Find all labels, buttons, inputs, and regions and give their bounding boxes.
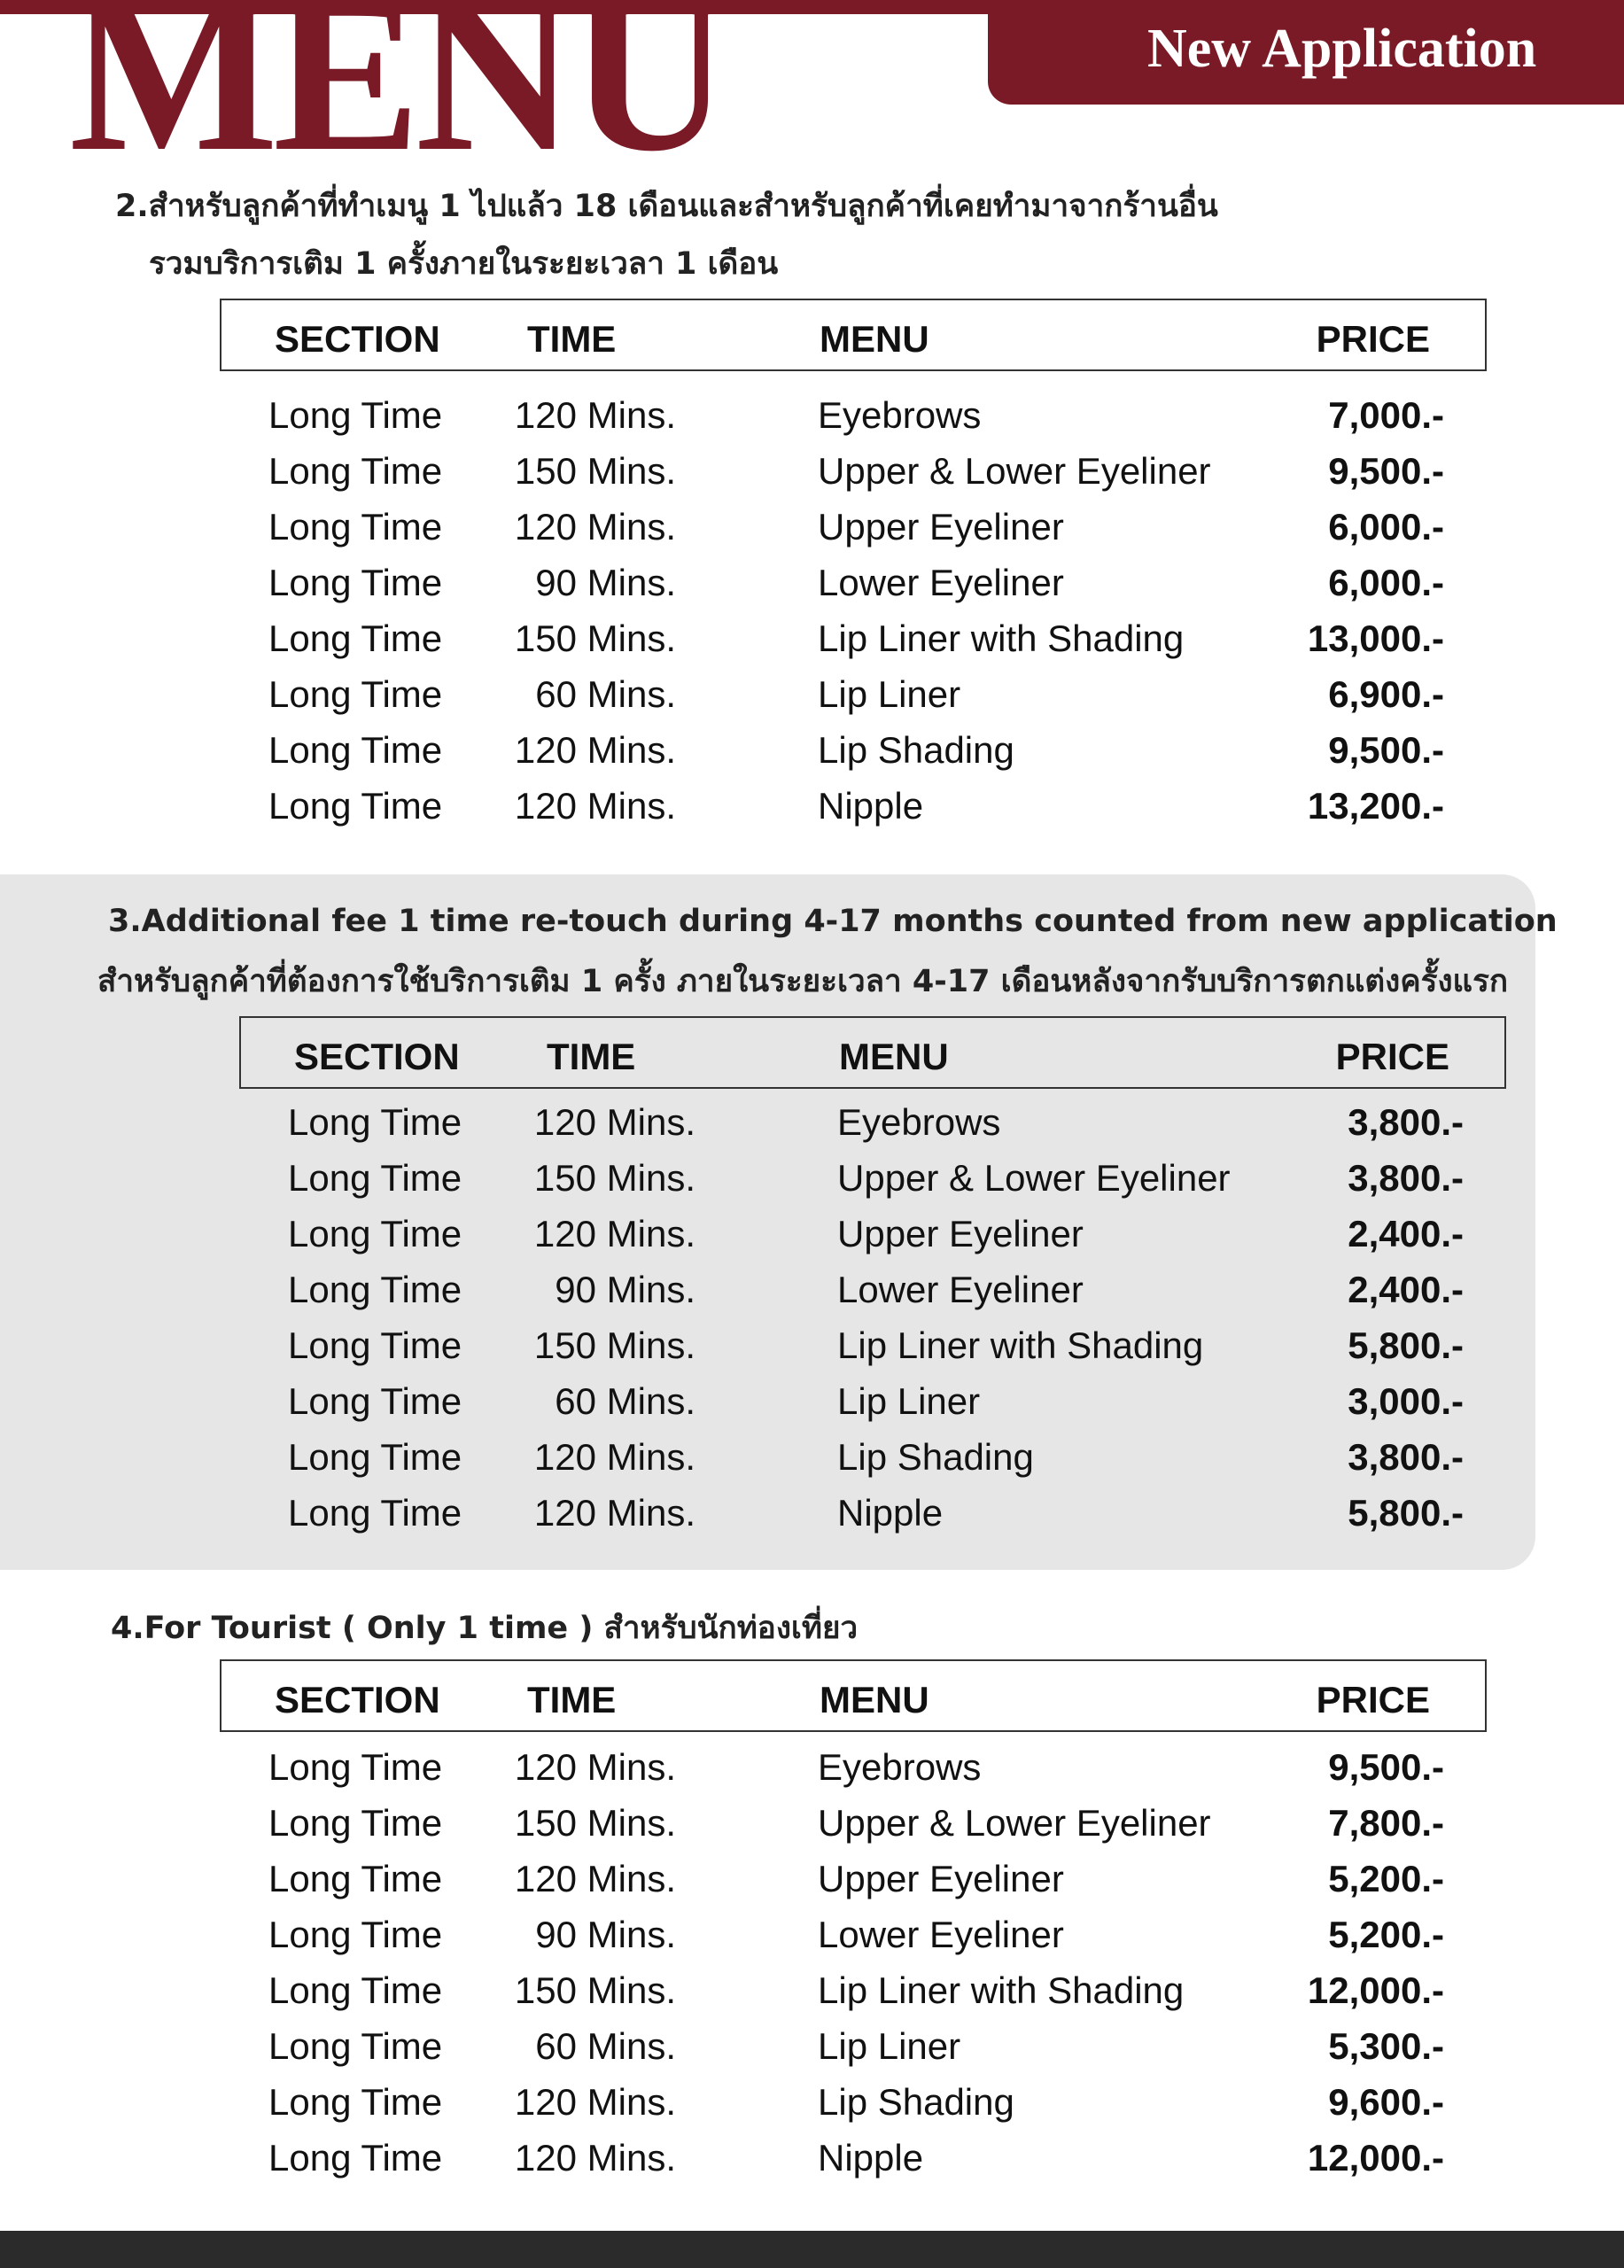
table-row <box>239 1101 1506 1157</box>
cell-menu: Lower Eyeliner <box>818 562 1064 603</box>
cell-time: 120 Mins. <box>514 1858 676 1899</box>
table-row <box>239 1157 1506 1213</box>
cell-menu: Upper & Lower Eyeliner <box>818 1802 1211 1844</box>
cell-time: 120 Mins. <box>514 2081 676 2123</box>
cell-time: 150 Mins. <box>533 1157 695 1199</box>
table-header <box>220 1659 1487 1732</box>
table-row <box>239 1269 1506 1324</box>
cell-menu: Lower Eyeliner <box>837 1269 1084 1310</box>
cell-price: 13,200.- <box>1307 785 1444 827</box>
table-header <box>239 1016 1506 1089</box>
cell-price: 12,000.- <box>1307 2137 1444 2179</box>
cell-price: 5,800.- <box>1348 1492 1464 1534</box>
cell-menu: Eyebrows <box>818 1746 982 1788</box>
table-row <box>220 1746 1487 1802</box>
table-row <box>220 394 1487 450</box>
column-header-time: TIME <box>547 1036 636 1077</box>
footer-bar <box>0 2231 1624 2268</box>
table-header <box>220 299 1487 371</box>
cell-section: Long Time <box>268 617 443 659</box>
section2-heading-line2: รวมบริการเติม 1 ครั้งภายในระยะเวลา 1 เดือน <box>149 246 779 282</box>
table-row <box>220 1969 1487 2025</box>
section4-price-table <box>220 1659 1487 2193</box>
cell-price: 3,000.- <box>1348 1380 1464 1422</box>
cell-price: 2,400.- <box>1348 1269 1464 1310</box>
cell-time: 60 Mins. <box>555 1380 695 1422</box>
cell-time: 150 Mins. <box>514 450 676 492</box>
table-row <box>220 617 1487 673</box>
cell-time: 60 Mins. <box>535 2025 676 2067</box>
cell-section: Long Time <box>268 450 443 492</box>
table-row <box>220 729 1487 785</box>
table-row <box>239 1380 1506 1436</box>
cell-menu: Upper & Lower Eyeliner <box>837 1157 1231 1199</box>
column-header-price: PRICE <box>1316 1679 1430 1720</box>
cell-section: Long Time <box>288 1492 462 1534</box>
cell-menu: Upper Eyeliner <box>818 506 1064 548</box>
table-row <box>220 506 1487 562</box>
cell-price: 9,500.- <box>1328 729 1444 771</box>
column-header-time: TIME <box>527 1679 617 1720</box>
cell-menu: Eyebrows <box>818 394 982 436</box>
table-row <box>220 1802 1487 1858</box>
cell-section: Long Time <box>288 1380 462 1422</box>
cell-time: 120 Mins. <box>514 785 676 827</box>
cell-section: Long Time <box>288 1157 462 1199</box>
cell-time: 120 Mins. <box>514 729 676 771</box>
table-row <box>239 1436 1506 1492</box>
cell-section: Long Time <box>288 1324 462 1366</box>
table-row <box>220 673 1487 729</box>
cell-section: Long Time <box>268 1969 443 2011</box>
cell-price: 7,000.- <box>1328 394 1444 436</box>
cell-time: 150 Mins. <box>514 1969 676 2011</box>
section3-heading-line2: สำหรับลูกค้าที่ต้องการใช้บริการเติม 1 ครั้ง ภายในระยะเวลา 4-17 เดือนหลังจากรับบริการตกแต่งครั้งแรก <box>97 964 1509 999</box>
cell-time: 120 Mins. <box>514 506 676 548</box>
column-header-section: SECTION <box>294 1036 460 1077</box>
cell-section: Long Time <box>268 562 443 603</box>
cell-price: 7,800.- <box>1328 1802 1444 1844</box>
column-header-time: TIME <box>527 318 617 360</box>
cell-section: Long Time <box>268 785 443 827</box>
cell-menu: Upper Eyeliner <box>818 1858 1064 1899</box>
column-header-section: SECTION <box>275 318 440 360</box>
cell-time: 120 Mins. <box>533 1213 695 1254</box>
section2-price-table <box>220 299 1487 841</box>
section3-price-table <box>239 1016 1506 1548</box>
cell-time: 150 Mins. <box>514 617 676 659</box>
cell-section: Long Time <box>268 1914 443 1955</box>
cell-menu: Lip Liner with Shading <box>818 1969 1185 2011</box>
cell-time: 120 Mins. <box>533 1436 695 1478</box>
cell-price: 3,800.- <box>1348 1101 1464 1143</box>
cell-menu: Upper & Lower Eyeliner <box>818 450 1211 492</box>
new-application-badge <box>988 0 1624 105</box>
cell-menu: Lip Shading <box>818 729 1014 771</box>
cell-section: Long Time <box>268 2137 443 2179</box>
cell-price: 3,800.- <box>1348 1436 1464 1478</box>
cell-menu: Eyebrows <box>837 1101 1001 1143</box>
cell-section: Long Time <box>268 729 443 771</box>
table-body <box>239 1101 1506 1548</box>
cell-section: Long Time <box>288 1101 462 1143</box>
cell-menu: Lip Liner <box>818 673 961 715</box>
cell-time: 90 Mins. <box>555 1269 695 1310</box>
column-header-menu: MENU <box>820 318 929 360</box>
cell-time: 90 Mins. <box>535 562 676 603</box>
table-row <box>220 562 1487 617</box>
cell-price: 3,800.- <box>1348 1157 1464 1199</box>
cell-time: 120 Mins. <box>533 1101 695 1143</box>
cell-time: 150 Mins. <box>514 1802 676 1844</box>
table-row <box>220 2025 1487 2081</box>
cell-menu: Upper Eyeliner <box>837 1213 1084 1254</box>
cell-section: Long Time <box>288 1213 462 1254</box>
cell-price: 6,000.- <box>1328 506 1444 548</box>
cell-price: 13,000.- <box>1307 617 1444 659</box>
cell-menu: Lip Liner <box>837 1380 981 1422</box>
cell-menu: Nipple <box>818 785 924 827</box>
cell-section: Long Time <box>288 1269 462 1310</box>
cell-price: 5,800.- <box>1348 1324 1464 1366</box>
cell-price: 9,500.- <box>1328 1746 1444 1788</box>
table-row <box>220 1914 1487 1969</box>
cell-section: Long Time <box>268 394 443 436</box>
cell-time: 120 Mins. <box>514 2137 676 2179</box>
cell-menu: Lower Eyeliner <box>818 1914 1064 1955</box>
table-row <box>220 2081 1487 2137</box>
cell-price: 6,900.- <box>1328 673 1444 715</box>
badge-label: New Application <box>1147 19 1537 79</box>
cell-menu: Lip Liner <box>818 2025 961 2067</box>
cell-section: Long Time <box>288 1436 462 1478</box>
cell-time: 60 Mins. <box>535 673 676 715</box>
cell-price: 9,500.- <box>1328 450 1444 492</box>
cell-time: 120 Mins. <box>533 1492 695 1534</box>
cell-price: 12,000.- <box>1307 1969 1444 2011</box>
cell-section: Long Time <box>268 1858 443 1899</box>
cell-menu: Lip Shading <box>818 2081 1014 2123</box>
cell-section: Long Time <box>268 1746 443 1788</box>
cell-menu: Lip Liner with Shading <box>818 617 1185 659</box>
cell-price: 5,200.- <box>1328 1914 1444 1955</box>
cell-menu: Nipple <box>818 2137 924 2179</box>
cell-price: 6,000.- <box>1328 562 1444 603</box>
table-row <box>239 1213 1506 1269</box>
table-row <box>220 450 1487 506</box>
cell-price: 9,600.- <box>1328 2081 1444 2123</box>
table-body <box>220 394 1487 841</box>
cell-price: 5,200.- <box>1328 1858 1444 1899</box>
table-row <box>239 1324 1506 1380</box>
cell-time: 90 Mins. <box>535 1914 676 1955</box>
table-row <box>220 1858 1487 1914</box>
column-header-menu: MENU <box>820 1679 929 1720</box>
cell-section: Long Time <box>268 506 443 548</box>
cell-section: Long Time <box>268 2025 443 2067</box>
cell-section: Long Time <box>268 1802 443 1844</box>
table-body <box>220 1746 1487 2193</box>
cell-price: 2,400.- <box>1348 1213 1464 1254</box>
cell-menu: Lip Shading <box>837 1436 1034 1478</box>
section3-heading-line1: 3.Additional fee 1 time re-touch during 4-17 months counted from new application <box>108 904 1558 939</box>
cell-time: 150 Mins. <box>533 1324 695 1366</box>
column-header-price: PRICE <box>1335 1036 1449 1077</box>
cell-menu: Lip Liner with Shading <box>837 1324 1204 1366</box>
cell-section: Long Time <box>268 2081 443 2123</box>
column-header-price: PRICE <box>1316 318 1430 360</box>
table-row <box>239 1492 1506 1548</box>
cell-section: Long Time <box>268 673 443 715</box>
table-row <box>220 2137 1487 2193</box>
column-header-menu: MENU <box>839 1036 949 1077</box>
column-header-section: SECTION <box>275 1679 440 1720</box>
cell-menu: Nipple <box>837 1492 944 1534</box>
table-row <box>220 785 1487 841</box>
cell-price: 5,300.- <box>1328 2025 1444 2067</box>
section2-heading-line1: 2.สำหรับลูกค้าที่ทำเมนู 1 ไปแล้ว 18 เดือนและสำหรับลูกค้าที่เคยทำมาจากร้านอื่น <box>115 189 1218 224</box>
cell-time: 120 Mins. <box>514 394 676 436</box>
page-title: MENU <box>69 0 725 198</box>
section4-heading: 4.For Tourist ( Only 1 time ) สำหรับนักท่องเที่ยว <box>111 1611 859 1646</box>
cell-time: 120 Mins. <box>514 1746 676 1788</box>
